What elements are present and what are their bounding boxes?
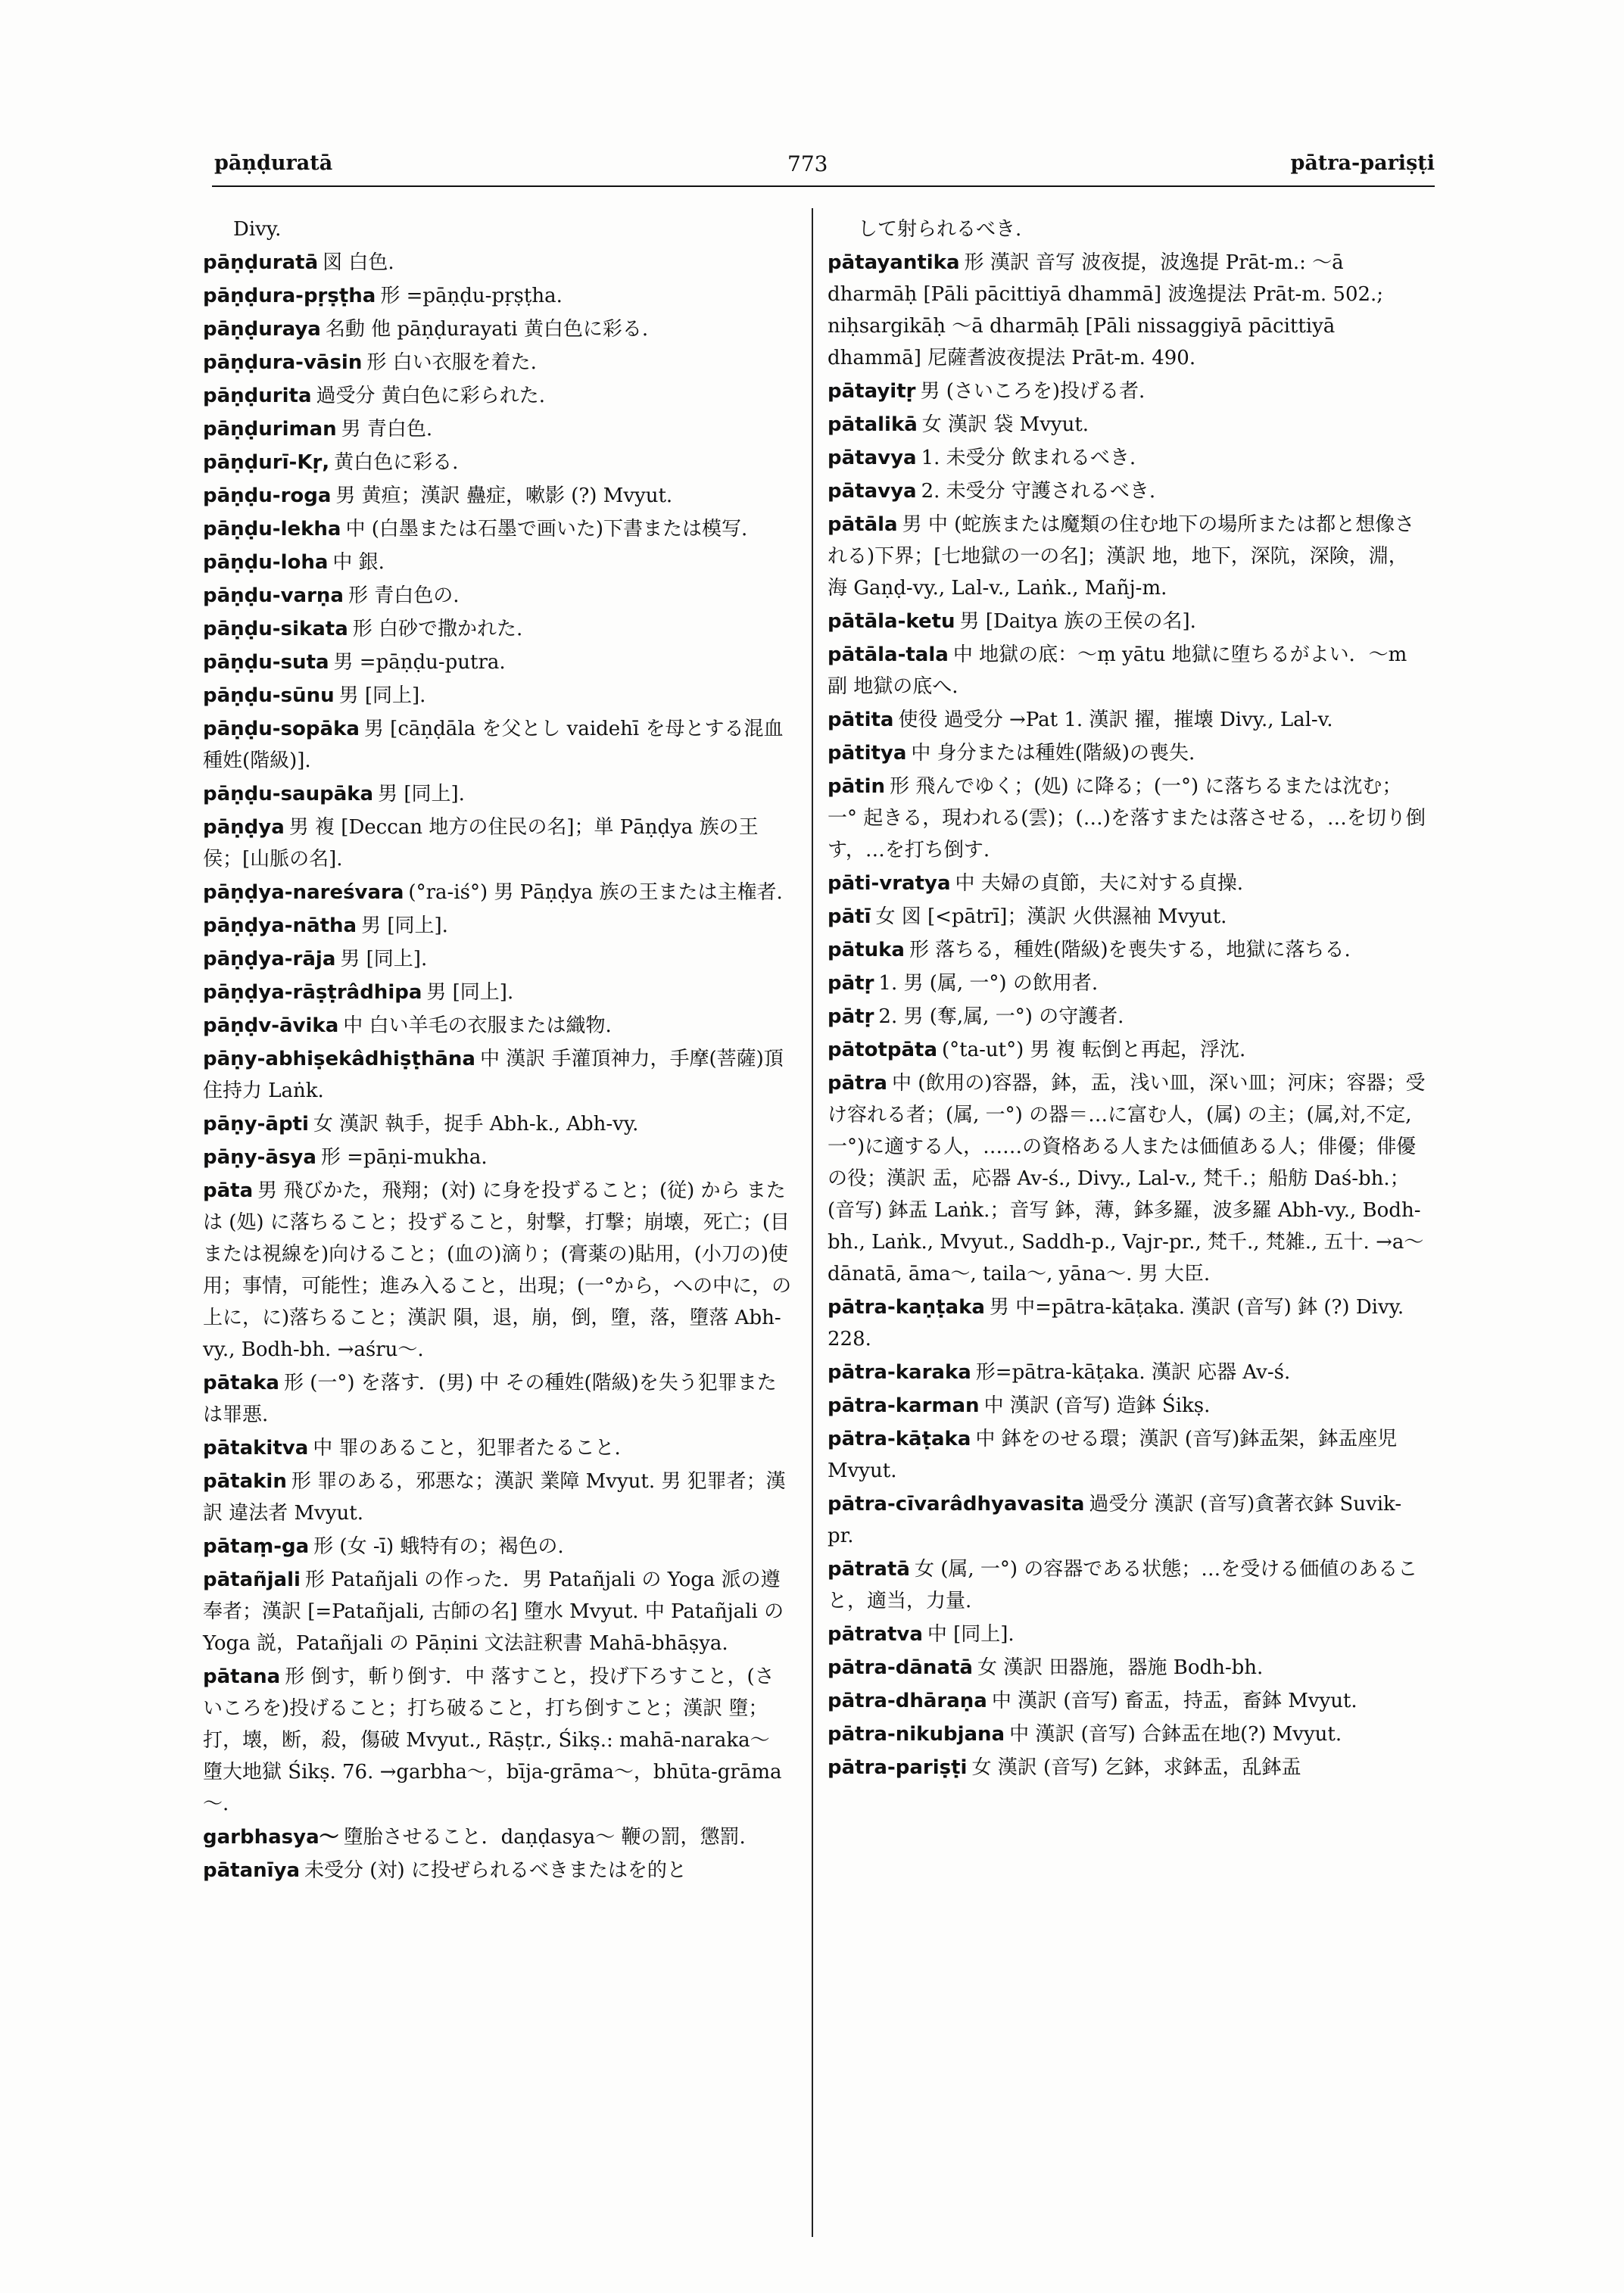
headword: pāṇḍu-saupāka <box>203 783 374 805</box>
entry-definition: 男 [同上]. <box>361 914 448 937</box>
column-divider <box>812 208 813 2237</box>
headword: pātuka <box>828 939 905 961</box>
entry-definition: して射られるべき. <box>858 218 1022 241</box>
entry-definition: 中 漢訳 (音写) 畜盂，持盂，畜鉢 Mvyut. <box>991 1690 1357 1712</box>
dictionary-entry <box>828 1488 1426 1552</box>
headword: pātra-kāṭaka <box>828 1428 971 1450</box>
dictionary-entry <box>828 475 1426 507</box>
dictionary-entry <box>828 1001 1426 1033</box>
entry-definition: 中 地獄の底：～ṃ yātu 地獄に堕ちるがよい．～m 副 地獄の底へ. <box>828 643 1407 698</box>
dictionary-entry <box>203 1175 793 1366</box>
headword: pātakitva <box>203 1437 309 1460</box>
entry-definition: 男 =pāṇḍu-putra. <box>333 651 506 674</box>
dictionary-entry <box>203 877 793 908</box>
entry-definition: 男 [cāṇḍāla を父とし vaidehī を母とする混血種姓(階級)]. <box>203 718 784 772</box>
left-column <box>203 213 793 1888</box>
headword: pātanīya <box>203 1859 301 1882</box>
headword: pātāla-ketu <box>828 610 955 633</box>
entry-definition: 女 漢訳 執手，捉手 Abh-k., Abh-vy. <box>313 1113 639 1136</box>
dictionary-entry <box>203 778 793 810</box>
entry-definition: 形 青白色の. <box>348 584 460 607</box>
dictionary-entry <box>828 1357 1426 1388</box>
headword: pātra <box>828 1072 887 1095</box>
headword: pāṇḍuratā <box>203 251 319 274</box>
dictionary-entry <box>203 977 793 1008</box>
entry-definition: 形 倒す，斬り倒す．中 落すこと，投げ下ろすこと，(さいころを)投げること；打ち破ること，打ち倒すこと；漢訳 墮；打，壊，断，殺，傷破 Mvyut., Rāṣṭr., Śikṣ.: mahā-naraka～ 墮大地獄 Śikṣ. 76. →garbha～，bīja-grāma～，bhūta-grāma～. <box>203 1665 782 1815</box>
headword: pāṇḍya <box>203 816 285 839</box>
dictionary-entry <box>828 606 1426 637</box>
dictionary-entry <box>203 313 793 345</box>
entry-definition: 形 (女 -ī) 蛾特有の；褐色の. <box>313 1535 564 1558</box>
dictionary-entry <box>828 1423 1426 1487</box>
dictionary-entry <box>203 513 793 545</box>
headword: pāṇḍuraya <box>203 318 321 341</box>
dictionary-entry <box>203 1821 793 1853</box>
entry-definition: Divy. <box>233 218 282 241</box>
entry-definition: 図 白色. <box>323 251 394 274</box>
entry-definition: 男 複 [Deccan 地方の住民の名]；単 Pāṇḍya 族の王侯；[山脈の名]. <box>203 816 759 871</box>
entry-definition: 2. 男 (奪,属, 一°) の守護者. <box>878 1005 1124 1028</box>
dictionary-entry <box>203 1855 793 1886</box>
headword: pāṇḍu-lekha <box>203 518 341 541</box>
dictionary-entry <box>203 910 793 942</box>
entry-definition: 形=pātra-kāṭaka. 漢訳 応器 Av-ś. <box>975 1361 1291 1384</box>
entry-definition: 中 (白墨または石墨で画いた)下書または模写. <box>345 518 748 541</box>
headword: pāṇy-āsya <box>203 1146 316 1169</box>
dictionary-entry <box>203 1564 793 1659</box>
headword: pāṇḍu-suta <box>203 651 329 674</box>
headword: pātra-kaṇṭaka <box>828 1296 985 1319</box>
headword: pāṇḍu-sūnu <box>203 684 335 707</box>
entry-definition: 男 (さいころを)投げる者. <box>920 380 1146 403</box>
dictionary-entry <box>828 1685 1426 1717</box>
entry-definition: 未受分 (対) に投ぜられるべきまたはを的と <box>304 1859 687 1882</box>
dictionary-entry <box>203 613 793 645</box>
entry-definition: 女 図 [<pātrī]；漢訳 火供濕袖 Mvyut. <box>875 905 1227 928</box>
dictionary-entry <box>203 580 793 612</box>
entry-definition: 中 白い羊毛の衣服または織物. <box>343 1014 612 1037</box>
dictionary-entry <box>828 1390 1426 1422</box>
dictionary-entry <box>203 812 793 875</box>
dictionary-entry <box>203 1108 793 1140</box>
dictionary-entry <box>203 713 793 777</box>
headword: pāṇḍu-roga <box>203 484 332 507</box>
entry-definition: 1. 男 (属, 一°) の飲用者. <box>878 972 1099 995</box>
dictionary-entry <box>828 213 1426 245</box>
entry-definition: 過受分 黄白色に彩られた. <box>316 385 546 407</box>
dictionary-entry <box>828 1291 1426 1355</box>
entry-definition: 過受分 漢訳 (音写)貪著衣鉢 Suvik-pr. <box>828 1493 1402 1547</box>
running-head-left: pāṇḍuratā <box>214 151 333 175</box>
dictionary-entry <box>203 1432 793 1464</box>
entry-definition: 中 鉢をのせる環；漢訳 (音写)鉢盂架，鉢盂座児 Mvyut. <box>828 1428 1398 1482</box>
headword: pāṇḍv-āvika <box>203 1014 339 1037</box>
entry-definition: 男 [Daitya 族の王侯の名]. <box>959 610 1196 633</box>
entry-definition: 形 Patañjali の作った．男 Patañjali の Yoga 派の遵奉者；漢訳 [=Patañjali, 古師の名] 墮水 Mvyut. 中 Patañjali の Yoga 説，Patañjali の Pāṇini 文法註釈書 Mahā-bhāṣya. <box>203 1569 784 1655</box>
entry-definition: 男 [同上]. <box>338 684 426 707</box>
headword: pāṇḍya-rāja <box>203 948 336 970</box>
headword: pāṇḍuriman <box>203 418 337 441</box>
dictionary-entry <box>828 1618 1426 1650</box>
headword: pātra-dānatā <box>828 1656 973 1679</box>
headword: pātṛ <box>828 1005 874 1028</box>
headword: pātañjali <box>203 1569 301 1591</box>
dictionary-entry <box>828 901 1426 933</box>
headword: pāṇḍu-loha <box>203 551 329 574</box>
headword: pātra-nikubjana <box>828 1723 1005 1746</box>
dictionary-entry <box>203 1010 793 1042</box>
entry-definition: 男 青白色. <box>341 418 433 441</box>
entry-definition: 形 漢訳 音写 波夜提，波逸提 Prāt-m.: ～ā dharmāḥ [Pāli pācittiyā dhammā] 波逸提法 Prāt-m. 502.; niḥsargikāḥ ～ā dharmāḥ [Pāli nissaggiyā pācittiyā dhammā] 尼薩耆波夜提法 Prāt-m. 490. <box>828 251 1384 369</box>
headword: pāṇḍurī-Kṛ, <box>203 451 330 474</box>
entry-definition: 男 黄疸；漢訳 蠱症，嗽影 (?) Mvyut. <box>335 484 673 507</box>
entry-definition: 女 漢訳 田器施，器施 Bodh-bh. <box>977 1656 1264 1679</box>
headword: pāṇḍu-sopāka <box>203 718 360 740</box>
headword: pātra-karman <box>828 1394 980 1417</box>
headword: pātavya <box>828 480 917 503</box>
headword: pātotpāta <box>828 1039 938 1061</box>
entry-definition: 中 罪のあること，犯罪者たること. <box>313 1437 621 1460</box>
dictionary-entry <box>828 1067 1426 1290</box>
dictionary-entry <box>203 1043 793 1107</box>
entry-definition: 2. 未受分 守護されるべき. <box>921 480 1156 503</box>
headword: pāṇy-āpti <box>203 1113 309 1136</box>
dictionary-entry <box>203 646 793 678</box>
header-rule <box>212 185 1435 187</box>
dictionary-entry <box>828 442 1426 474</box>
headword: garbhasya～ <box>203 1826 339 1849</box>
entry-definition: 中 漢訳 (音写) 合鉢盂在地(?) Mvyut. <box>1009 1723 1342 1746</box>
dictionary-entry <box>828 409 1426 441</box>
dictionary-entry <box>828 1652 1426 1684</box>
running-head-right: pātra-pariṣṭi <box>1290 151 1435 175</box>
dictionary-entry <box>828 1553 1426 1617</box>
dictionary-entry <box>203 1142 793 1173</box>
entry-definition: 女 漢訳 (音写) 乞鉢，求鉢盂，乱鉢盂 <box>971 1756 1301 1779</box>
headword: pāṇḍya-nātha <box>203 914 357 937</box>
entry-definition: 1. 未受分 飲まれるべき. <box>921 447 1136 469</box>
headword: pātakin <box>203 1470 287 1493</box>
entry-definition: 形 =pāṇḍu-pṛṣṭha. <box>380 285 563 307</box>
headword: pātavya <box>828 447 917 469</box>
dictionary-entry <box>203 680 793 712</box>
headword: pātra-pariṣṭi <box>828 1756 968 1779</box>
dictionary-entry <box>203 413 793 445</box>
dictionary-entry <box>828 737 1426 769</box>
dictionary-entry <box>828 1752 1426 1784</box>
headword: pātṛ <box>828 972 874 995</box>
entry-definition: 形 (一°) を落す．(男) 中 その種姓(階級)を失う犯罪または罪悪. <box>203 1372 777 1426</box>
headword: pātaṃ-ga <box>203 1535 310 1558</box>
entry-definition: 形 飛んでゆく；(処) に降る；(一°) に落ちるまたは沈む；一° 起きる，現われる(雲)；(…)を落すまたは落させる，…を切り倒す，…を打ち倒す. <box>828 775 1426 861</box>
entry-definition: 形 白砂で撒かれた. <box>352 618 523 640</box>
headword: pātayantika <box>828 251 960 274</box>
headword: pāṇḍurita <box>203 385 312 407</box>
headword: pātana <box>203 1665 281 1688</box>
entry-definition: 男 [同上]. <box>378 783 465 805</box>
headword: pāti-vratya <box>828 872 951 895</box>
dictionary-entry <box>828 704 1426 736</box>
headword: pāṇḍura-pṛṣṭha <box>203 285 376 307</box>
dictionary-entry <box>203 347 793 379</box>
headword: pāṇḍya-rāṣṭrâdhipa <box>203 981 422 1004</box>
entry-definition: 中 銀. <box>332 551 385 574</box>
dictionary-entry <box>828 639 1426 703</box>
dictionary-entry <box>203 247 793 279</box>
headword: pātratva <box>828 1623 923 1646</box>
headword: pātita <box>828 709 894 731</box>
entry-definition: 形 罪のある，邪悪な；漢訳 業障 Mvyut. 男 犯罪者；漢訳 違法者 Mvyut. <box>203 1470 786 1525</box>
entry-definition: (°ra-iś°) 男 Pāṇḍya 族の王または主権者. <box>408 881 783 904</box>
headword: pātitya <box>828 742 907 765</box>
page-number: 773 <box>787 151 828 176</box>
entry-definition: 形 落ちる，種姓(階級)を喪失する，地獄に落ちる. <box>909 939 1351 961</box>
entry-definition: 男 [同上]. <box>426 981 514 1004</box>
headword: pātratā <box>828 1558 910 1581</box>
dictionary-entry <box>828 509 1426 604</box>
entry-definition: 墮胎させること．daṇḍasya～ 鞭の罰，懲罰. <box>343 1826 746 1849</box>
dictionary-entry <box>203 380 793 412</box>
headword: pāṇy-abhiṣekâdhiṣṭhāna <box>203 1048 475 1070</box>
dictionary-entry <box>828 771 1426 866</box>
dictionary-entry <box>828 1034 1426 1066</box>
dictionary-entry <box>203 280 793 312</box>
headword: pātaka <box>203 1372 279 1394</box>
dictionary-entry <box>828 375 1426 407</box>
entry-definition: 中 漢訳 (音写) 造鉢 Śikṣ. <box>983 1394 1211 1417</box>
entry-definition: 中 夫婦の貞節，夫に対する貞操. <box>955 872 1244 895</box>
headword: pātra-dhāraṇa <box>828 1690 987 1712</box>
dictionary-entry <box>828 868 1426 899</box>
dictionary-entry <box>203 547 793 578</box>
entry-definition: 女 漢訳 袋 Mvyut. <box>921 413 1089 436</box>
headword: pāṇḍura-vāsin <box>203 351 363 374</box>
right-column <box>828 213 1426 1785</box>
headword: pāta <box>203 1179 254 1202</box>
dictionary-entry <box>203 1661 793 1820</box>
entry-definition: 中 身分または種姓(階級)の喪失. <box>911 742 1195 765</box>
entry-definition: 男 中 (蛇族または魔類の住む地下の場所または都と想像される)下界；[七地獄の一の名]；漢訳 地，地下，深阬，深険，淵，海 Gaṇḍ-vy., Lal-v., Laṅk., Mañj-m. <box>828 513 1415 600</box>
dictionary-entry <box>203 1367 793 1431</box>
dictionary-entry <box>828 247 1426 374</box>
headword: pātalikā <box>828 413 918 436</box>
headword: pātra-karaka <box>828 1361 971 1384</box>
dictionary-entry <box>203 1466 793 1529</box>
entry-definition: (°ta-ut°) 男 複 転倒と再起，浮沈. <box>942 1039 1246 1061</box>
headword: pāṇḍu-varṇa <box>203 584 344 607</box>
dictionary-entry <box>828 934 1426 966</box>
headword: pātra-cīvarâdhyavasita <box>828 1493 1085 1516</box>
headword: pātī <box>828 905 871 928</box>
entry-definition: 使役 過受分 →Pat 1. 漢訳 擢，摧壊 Divy., Lal-v. <box>898 709 1333 731</box>
entry-definition: 中 漢訳 手灌頂神力，手摩(菩薩)頂住持力 Laṅk. <box>203 1048 784 1102</box>
entry-definition: 形 =pāṇi-mukha. <box>320 1146 488 1169</box>
entry-definition: 男 飛びかた，飛翔；(対) に身を投ずること；(従) から または (処) に落ちること；投ずること，射撃，打撃；崩壊，死亡；(目または視線を)向けること；(血の)滴り；(膏薬の)貼用，(小刀の)使用；事情，可能性；進み入ること，出現；(一°から，への中に，の上に，に)落ちること；漢訳 隕，退，崩，倒，墮，落，墮落 Abh-vy., Bodh-bh. →aśru～. <box>203 1179 792 1361</box>
dictionary-entry <box>203 447 793 478</box>
headword: pātāla <box>828 513 898 536</box>
entry-definition: 男 中=pātra-kāṭaka. 漢訳 (音写) 鉢 (?) Divy. 228. <box>828 1296 1404 1351</box>
entry-definition: 女 (属, 一°) の容器である状態；…を受ける価値のあること，適当，力量. <box>828 1558 1418 1612</box>
headword: pātin <box>828 775 886 798</box>
entry-definition: 黄白色に彩る. <box>334 451 459 474</box>
entry-definition: 名動 他 pāṇḍurayati 黄白色に彩る. <box>325 318 649 341</box>
dictionary-entry <box>828 967 1426 999</box>
headword: pāṇḍu-sikata <box>203 618 348 640</box>
headword: pāṇḍya-nareśvara <box>203 881 404 904</box>
entry-definition: 中 [同上]. <box>927 1623 1015 1646</box>
entry-definition: 中 (飲用の)容器，鉢，盂，浅い皿，深い皿；河床；容器；受け容れる者；(属, 一°) の器＝…に富む人，(属) の主；(属,対,不定, 一°)に適する人，……の資格ある人または価値ある人；俳優；俳優の役；漢訳 盂，応器 Av-ś., Divy., Lal-v., 梵千.；船舫 Daś-bh.；(音写) 鉢盂 Laṅk.；音写 鉢，薄，鉢多羅，波多羅 Abh-vy., Bodh-bh., Laṅk., Mvyut., Saddh-p., Vajr-pr., 梵千., 梵雑., 五十. →a～dānatā, āma～, taila～, yāna～. 男 大臣. <box>828 1072 1426 1285</box>
dictionary-entry <box>828 1718 1426 1750</box>
dictionary-entry <box>203 480 793 512</box>
dictionary-entry <box>203 1531 793 1562</box>
headword: pātayitṛ <box>828 380 916 403</box>
headword: pātāla-tala <box>828 643 949 666</box>
entry-definition: 形 白い衣服を着た. <box>366 351 537 374</box>
dictionary-entry <box>203 943 793 975</box>
entry-definition: 男 [同上]. <box>340 948 428 970</box>
dictionary-entry <box>203 213 793 245</box>
